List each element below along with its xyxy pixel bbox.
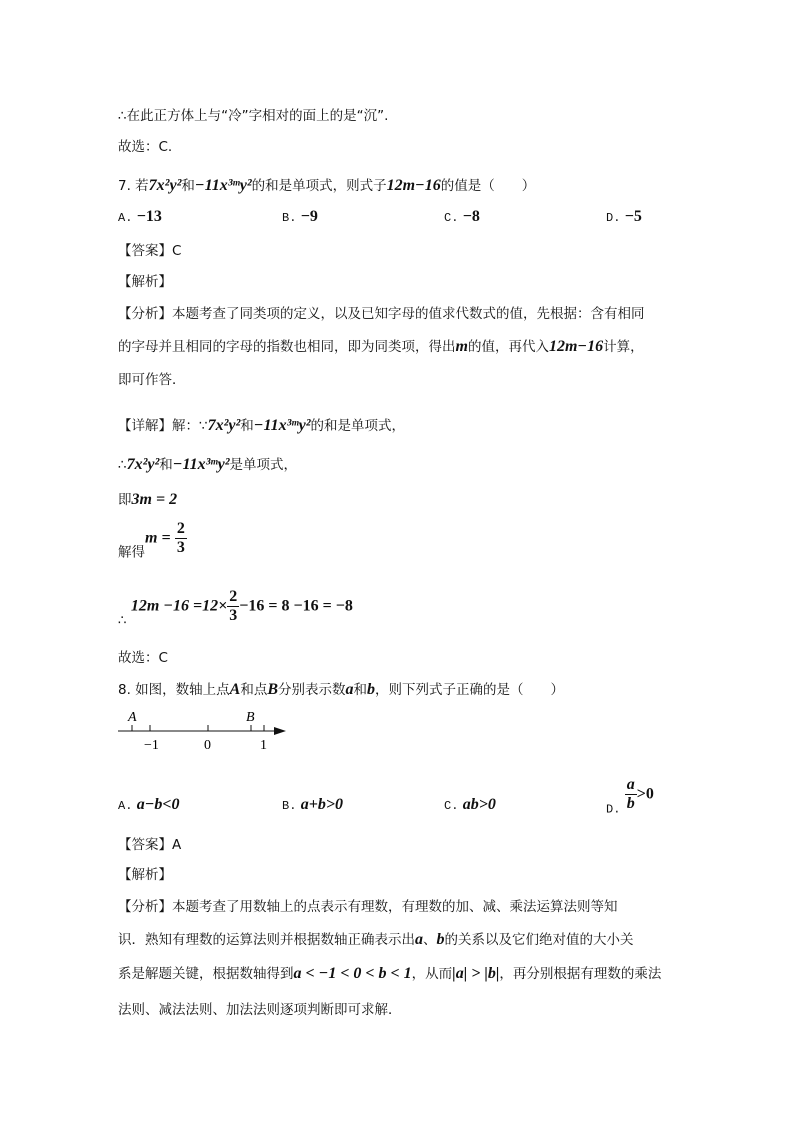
tick-label: 1 <box>260 738 267 753</box>
option-a <box>118 208 162 226</box>
text-fragment: 解得 <box>118 544 145 561</box>
text-fragment: a <box>415 931 423 948</box>
text-fragment: ∴ <box>118 612 127 629</box>
text-fragment: A <box>229 681 241 698</box>
text-fragment: −5 <box>624 208 642 225</box>
text-line: ∴在此正方体上与“冷”字相对的面上的是“沉”. <box>118 108 389 124</box>
text-fragment: 即 <box>118 492 132 508</box>
text-fragment: a <box>345 681 354 698</box>
text-fragment: 2 <box>229 588 238 605</box>
text-fragment: 7. 若 <box>118 178 149 194</box>
detail-line <box>118 588 353 629</box>
text-fragment: m <box>455 338 468 355</box>
text-line: 即可作答． <box>118 372 186 388</box>
option-b <box>282 208 318 226</box>
text-fragment: 识．熟知有理数的运算法则并根据数轴正确表示出 <box>118 932 415 948</box>
analysis-title: 【解析】 <box>118 274 172 290</box>
detail-line <box>118 488 177 509</box>
text-fragment: −11x³ᵐy² <box>194 177 252 194</box>
text-fragment: b <box>626 795 635 812</box>
text-line: 故选：C <box>118 650 168 666</box>
text-fragment: −11x³ᵐy² <box>172 456 230 473</box>
text-fragment: a+b>0 <box>300 796 343 813</box>
text-line <box>118 962 661 983</box>
detail-line <box>118 414 405 435</box>
analysis-title: 【解析】 <box>118 867 172 883</box>
text-fragment: 7x²y² <box>148 177 182 194</box>
text-fragment: 系是解题关键，根据数轴得到 <box>118 966 294 982</box>
text-fragment: 8. 如图，数轴上点 <box>118 682 230 698</box>
text-line <box>118 335 644 356</box>
text-fragment: >0 <box>636 785 654 803</box>
point-a-label: A <box>128 710 137 725</box>
text-fragment: 、 <box>423 932 437 948</box>
text-fragment: 分别表示数 <box>278 682 346 698</box>
text-fragment: 和 <box>240 418 254 434</box>
text-fragment: 和点 <box>240 682 268 698</box>
text-fragment: C. <box>444 211 459 225</box>
text-fragment: a−b<0 <box>136 796 180 813</box>
text-fragment: −13 <box>136 208 162 225</box>
option-b <box>282 796 343 814</box>
text-fragment: 的和是单项式，则式子 <box>251 178 387 194</box>
text-line <box>118 928 634 949</box>
text-fragment: D. <box>606 802 621 817</box>
text-fragment: 【详解】解：∵ <box>118 418 208 434</box>
text-fragment: 12m−16 <box>386 177 441 194</box>
text-fragment: A. <box>118 211 133 225</box>
text-fragment: 的值是（ ） <box>440 178 536 194</box>
answer: 【答案】C <box>118 243 182 259</box>
tick-label: 0 <box>204 738 211 753</box>
tick-label: −1 <box>144 738 159 753</box>
text-fragment: 和 <box>353 682 368 698</box>
text-fragment: B. <box>282 799 297 813</box>
text-fragment: 3 <box>176 539 185 556</box>
text-fragment: 的和是单项式， <box>310 418 406 434</box>
text-fragment: 的关系以及它们绝对值的大小关 <box>444 932 634 948</box>
text-fragment: 12m −16 =12× <box>130 597 228 615</box>
option-a <box>118 796 180 814</box>
text-fragment: B. <box>282 211 297 225</box>
answer: 【答案】A <box>118 837 182 853</box>
text-fragment: C. <box>444 799 459 813</box>
text-fragment: 7x²y² <box>126 456 160 473</box>
text-fragment: ，则下列式子正确的是（ ） <box>375 682 565 698</box>
text-fragment: ，从而 <box>411 966 453 982</box>
text-fragment: 和 <box>181 178 195 194</box>
text-fragment: b <box>436 931 445 948</box>
text-fragment: B <box>267 681 279 698</box>
text-fragment: A. <box>118 799 133 813</box>
text-fragment: 计算， <box>603 339 644 355</box>
text-fragment: −16 = 8 −16 = −8 <box>239 597 353 615</box>
point-b-label: B <box>246 710 255 725</box>
option-d <box>606 208 642 226</box>
detail-line <box>118 520 187 561</box>
text-fragment: −8 <box>462 208 480 225</box>
text-fragment: |a| > |b| <box>452 965 500 982</box>
text-fragment: 7x²y² <box>207 417 241 434</box>
number-line-figure <box>118 705 298 755</box>
text-fragment: 的值，再代入 <box>467 339 549 355</box>
text-fragment: ∴ <box>118 457 127 473</box>
text-fragment: −11x³ᵐy² <box>253 417 311 434</box>
text-fragment: D. <box>606 211 621 225</box>
text-fragment: 12m−16 <box>548 338 604 355</box>
option-c <box>444 208 480 226</box>
text-fragment: b <box>367 681 376 698</box>
detail-line <box>118 453 297 474</box>
text-fragment: 和 <box>159 457 173 473</box>
text-line: 【分析】本题考查了同类项的定义，以及已知字母的值求代数式的值，先根据：含有相同 <box>118 306 645 322</box>
text-fragment: a <box>626 776 635 793</box>
text-fragment: m = <box>145 529 171 547</box>
text-fragment: 的字母并且相同的字母的指数也相同，即为同类项，得出 <box>118 339 456 355</box>
text-fragment: −9 <box>300 208 318 225</box>
text-fragment: 是单项式， <box>229 457 298 473</box>
text-fragment: 2 <box>176 520 185 537</box>
text-fragment: 3 <box>229 607 238 624</box>
question-8-stem <box>118 678 564 699</box>
text-line: 法则、减法法则、加法法则逐项判断即可求解． <box>118 1002 402 1018</box>
text-fragment: 3m = 2 <box>131 491 178 508</box>
text-line: 故选：C. <box>118 139 173 155</box>
option-c <box>444 796 496 814</box>
text-fragment: ab>0 <box>462 796 496 813</box>
text-fragment: ，再分别根据有理数的乘法 <box>499 966 662 982</box>
question-7-stem <box>118 174 535 195</box>
option-d <box>606 776 654 817</box>
text-line: 【分析】本题考查了用数轴上的点表示有理数，有理数的加、减、乘法运算法则等知 <box>118 899 618 915</box>
text-fragment: a < −1 < 0 < b < 1 <box>293 965 412 982</box>
